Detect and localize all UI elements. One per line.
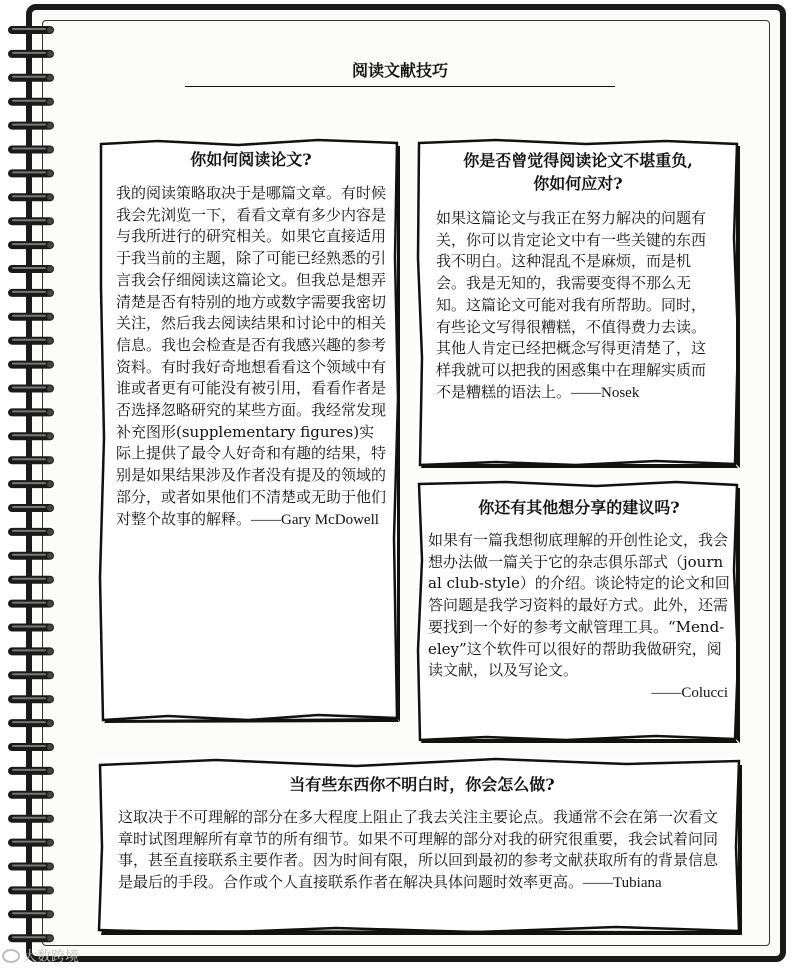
spiral-ring — [8, 624, 54, 632]
box-body-text: 这取决于不可理解的部分在多大程度上阻止了我去关注主要论点。我通常不会在第一次看文章时试图理解所有章节的所有细节。如果不可理解的部分对我的研究很重要，我会试着问同事，甚至直接联系主要作者。因为时间有限，所以回到最初的参考文献获取所有的背景信息是最后的手段。合作或个人直接联系作者在解决具体问题时效率更高。 — [118, 808, 719, 892]
spiral-ring — [8, 528, 54, 536]
box-advice — [416, 480, 740, 743]
box-heading: 你如何阅读论文? — [190, 150, 312, 169]
box-body — [436, 208, 720, 404]
spiral-ring — [8, 815, 54, 823]
box-body — [118, 807, 726, 895]
spiral-ring — [8, 385, 54, 393]
spiral-ring — [8, 671, 54, 679]
spiral-ring — [8, 98, 54, 106]
box-heading: 当有些东西你不明白时，你会怎么做? — [289, 775, 555, 794]
spiral-ring — [8, 337, 54, 345]
spiral-ring — [8, 289, 54, 297]
spiral-ring — [8, 193, 54, 201]
box-dont-understand — [96, 757, 742, 935]
spiral-ring — [8, 217, 54, 225]
box-body-text: 如果这篇论文与我正在努力解决的问题有关，你可以肯定论文中有一些关键的东西我不明白。这种混乱不是麻烦，而是机会。我是无知的，我需要变得不那么无知。这篇论文可能对我有所帮助。同时，有些论文写得很糟糕，不值得费力去读。其他人肯定已经把概念写得更清楚了，这样我就可以把我的困惑集中在理解实质而不是糟糕的语法上。 — [436, 209, 707, 401]
spiral-ring — [8, 743, 54, 751]
box-overwhelmed — [416, 138, 740, 468]
box-heading-line2: 你如何应对? — [533, 174, 623, 193]
spiral-ring — [8, 647, 54, 655]
spiral-ring — [8, 408, 54, 416]
attribution: ——Gary McDowell — [251, 511, 379, 528]
spiral-ring — [8, 910, 54, 918]
spiral-ring — [8, 576, 54, 584]
spiral-ring — [8, 934, 54, 942]
box-body — [116, 183, 386, 531]
box-how-read — [98, 138, 400, 723]
spiral-ring — [8, 146, 54, 154]
spiral-ring — [8, 863, 54, 871]
spiral-ring — [8, 50, 54, 58]
box-heading: 你还有其他想分享的建议吗? — [478, 498, 680, 517]
watermark-text: 大数跨境 — [23, 949, 79, 965]
spiral-ring — [8, 313, 54, 321]
page-title: 阅读文献技巧 — [351, 61, 448, 80]
spiral-ring — [8, 504, 54, 512]
box-heading-line1: 你是否曾觉得阅读论文不堪重负, — [463, 151, 693, 170]
spiral-ring — [8, 791, 54, 799]
attribution: ——Tubiana — [583, 875, 662, 892]
spiral-ring — [8, 169, 54, 177]
spiral-ring — [8, 695, 54, 703]
spiral-binding — [0, 0, 60, 974]
box-body: 如果有一篇我想彻底理解的开创性论文，我会想办法做一篇关于它的杂志俱乐部式（journal club-style）的介绍。谈论特定的论文和回答问题是我学习资料的最好方式。此外，还需要找到一个好的参考文献管理工具。“Mend-eley”这个软件可以很好的帮助我做研究，阅读文献，以及写论文。 — [428, 531, 730, 680]
spiral-ring — [8, 361, 54, 369]
spiral-ring — [8, 719, 54, 727]
spiral-ring — [8, 241, 54, 249]
title-underline — [185, 86, 615, 87]
spiral-ring — [8, 480, 54, 488]
spiral-ring — [8, 265, 54, 273]
spiral-ring — [8, 456, 54, 464]
spiral-ring — [8, 552, 54, 560]
spiral-ring — [8, 122, 54, 130]
box-body-text: 我的阅读策略取决于是哪篇文章。有时候我会先浏览一下，看看文章有多少内容是与我所进行的研究相关。如果它直接适用于我当前的主题，除了可能已经熟悉的引言我会仔细阅读这篇论文。但我总是想弄清楚是否有特别的地方或数字需要我密切关注，然后我去阅读结果和讨论中的相关信息。我也会检查是否有我感兴趣的参考资料。有时我好奇地想看看这个领域中有谁或者更有可能没有被引用，看看作者是否选择忽略研究的某些方面。我经常发现补充图形(supplementary figures)实际上提供了最令人好奇和有趣的结果，特别是如果结果涉及作者没有提及的领域的部分，或者如果他们不清楚或无助于他们对整个故事的解释。 — [116, 184, 387, 528]
watermark — [2, 946, 79, 966]
spiral-ring — [8, 432, 54, 440]
spiral-ring — [8, 839, 54, 847]
attribution: ——Nosek — [571, 384, 640, 401]
attribution: ——Colucci — [651, 684, 728, 701]
watermark-logo-icon — [2, 949, 20, 963]
spiral-ring — [8, 26, 54, 34]
spiral-ring — [8, 74, 54, 82]
spiral-ring — [8, 600, 54, 608]
spiral-ring — [8, 767, 54, 775]
spiral-ring — [8, 886, 54, 894]
